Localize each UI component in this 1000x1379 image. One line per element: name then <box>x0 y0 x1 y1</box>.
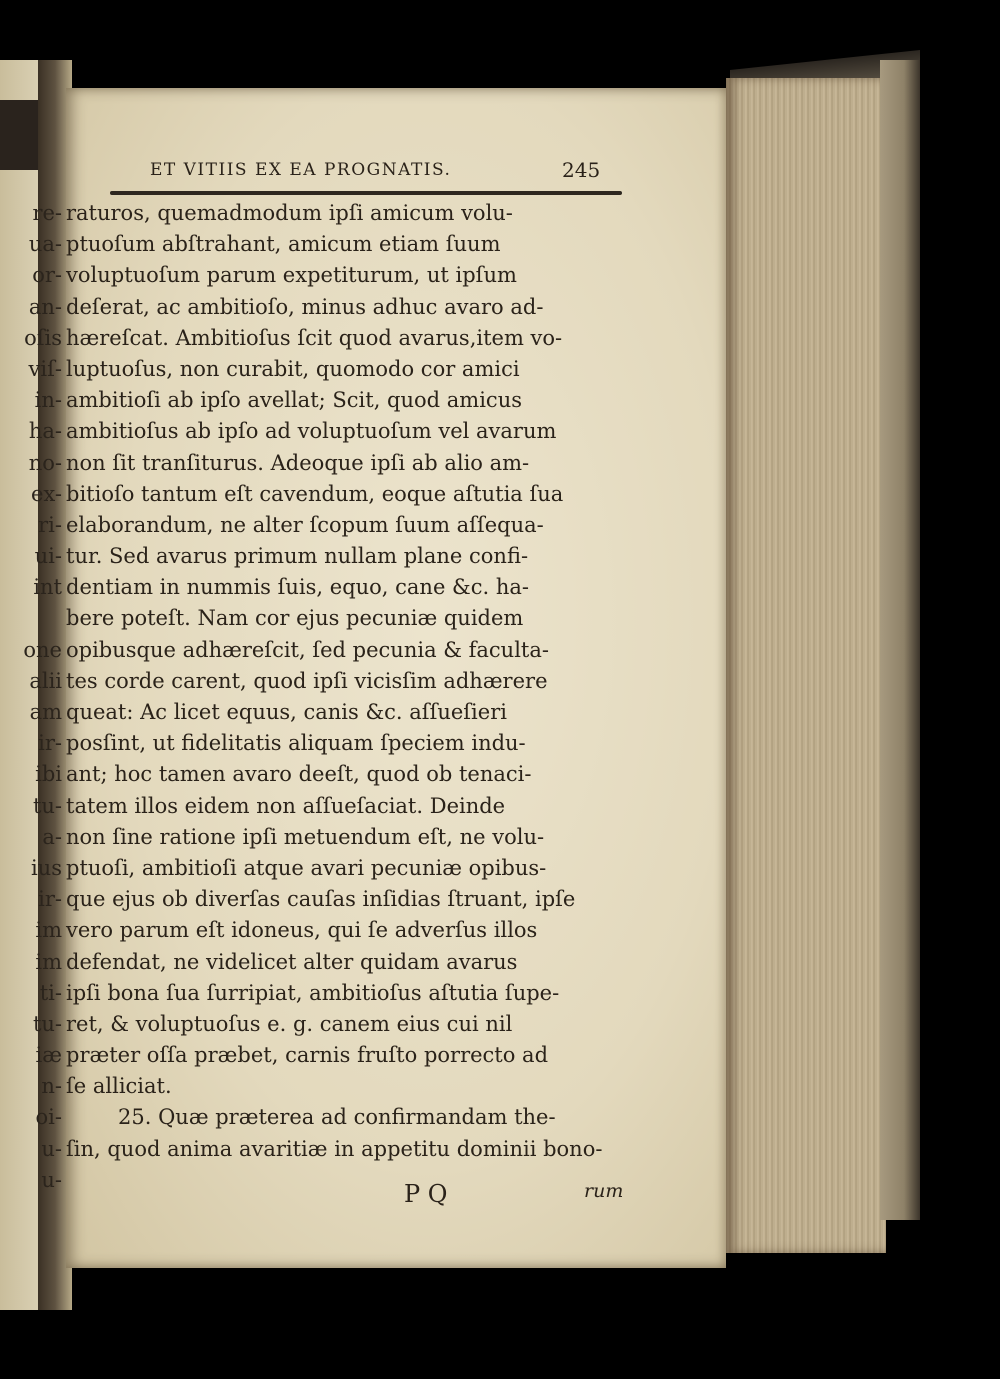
text-line: dentiam in nummis ſuis, equo, cane &c. ha- <box>66 575 530 600</box>
text-line: opibusque adhæreſcit, ſed pecunia & faculta- <box>66 637 549 662</box>
text-line: elaborandum, ne alter ſcopum ſuum aſſequa- <box>66 512 544 537</box>
running-head: ET VITIIS EX EA PROGNATIS. <box>150 160 452 180</box>
margin-fragment: viſ- <box>28 356 62 381</box>
margin-fragment: no- <box>28 450 62 475</box>
margin-fragment: tu- <box>32 793 62 818</box>
margin-fragment: iæ <box>35 1043 62 1068</box>
text-line: defendat, ne videlicet alter quidam avarus <box>66 949 518 974</box>
text-line: ſin, quod anima avaritiæ in appetitu dominii bono- <box>66 1136 603 1161</box>
page-edges <box>726 78 886 1253</box>
margin-fragment <box>2 603 62 634</box>
text-line: hæreſcat. Ambitioſus ſcit quod avarus,item vo- <box>66 325 563 350</box>
margin-fragment: ius <box>30 855 62 880</box>
text-line: que ejus ob diverſas cauſas inſidias ſtruant, ipſe <box>66 887 576 912</box>
text-line: ant; hoc tamen avaro deeſt, quod ob tenaci- <box>66 762 532 787</box>
text-line: raturos, quemadmodum ipſi amicum volu- <box>66 201 513 225</box>
margin-fragment: ua- <box>28 232 62 257</box>
margin-fragment: one <box>23 637 62 662</box>
margin-fragment: alii <box>29 668 62 693</box>
margin-fragment: ex- <box>31 481 62 506</box>
margin-fragment: ir- <box>38 887 62 912</box>
text-line: 25. Quæ præterea ad confirmandam the- <box>118 1105 556 1130</box>
margin-fragment: oſis <box>24 325 62 350</box>
margin-fragment: ui- <box>34 544 62 569</box>
text-line: ptuoſi, ambitioſi atque avari pecuniæ opibus- <box>66 855 547 880</box>
text-line: ambitioſi ab ipſo avellat; Scit, quod amicus <box>66 388 522 413</box>
text-line: voluptuoſum parum expetiturum, ut ipſum <box>66 263 517 288</box>
margin-fragment: or- <box>32 263 62 288</box>
margin-fragment: ir- <box>38 731 62 756</box>
margin-fragment: im <box>35 918 62 943</box>
margin-fragment: u- <box>41 1167 62 1192</box>
text-line: ret, & voluptuoſus e. g. canem eius cui nil <box>66 1011 513 1036</box>
margin-fragment: ri- <box>38 512 62 537</box>
catchword: rum <box>584 1180 624 1202</box>
margin-fragment: am <box>29 700 62 724</box>
text-line: præter oſſa præbet, carnis fruſto porrecto ad <box>66 1043 549 1068</box>
page-tab <box>0 100 40 170</box>
text-line: ambitioſus ab ipſo ad voluptuoſum vel avarum <box>66 419 557 444</box>
text-line: bitioſo tantum eſt cavendum, eoque aſtutia ſua <box>66 481 564 506</box>
margin-fragment: int <box>33 575 62 600</box>
header-rule <box>110 191 622 195</box>
margin-fragment: ibi <box>35 762 62 787</box>
text-line: non ſit tranſiturus. Adeoque ipſi ab alio am- <box>66 450 530 475</box>
margin-fragment: n- <box>41 1074 62 1099</box>
left-page-margin-text <box>2 198 62 1196</box>
margin-fragment: re- <box>32 201 62 225</box>
text-line: posſint, ut fidelitatis aliquam ſpeciem indu- <box>66 731 526 756</box>
text-line: ſe alliciat. <box>66 1074 172 1099</box>
margin-fragment: tu- <box>32 1011 62 1036</box>
text-line: luptuoſus, non curabit, quomodo cor amici <box>66 356 520 381</box>
margin-fragment: in- <box>34 388 62 413</box>
text-line: ptuoſum abſtrahant, amicum etiam ſuum <box>66 232 501 257</box>
margin-fragment: im <box>35 949 62 974</box>
text-line: queat: Ac licet equus, canis &c. aſſueſieri <box>66 700 507 724</box>
text-line: tatem illos eidem non aſſueſaciat. Deinde <box>66 793 506 818</box>
margin-fragment: ti- <box>39 980 62 1005</box>
text-line: tur. Sed avarus primum nullam plane confi- <box>66 544 529 569</box>
text-line: bere poteſt. Nam cor ejus pecuniæ quidem <box>66 606 524 631</box>
text-line: non ſine ratione ipſi metuendum eſt, ne volu- <box>66 824 545 849</box>
body-text <box>66 198 666 1165</box>
margin-fragment: an- <box>28 294 62 319</box>
text-line: vero parum eſt idoneus, qui ſe adverſus illos <box>66 918 538 943</box>
margin-fragment: ha- <box>28 419 62 444</box>
margin-fragment: oi- <box>35 1105 62 1130</box>
page-number: 245 <box>562 158 601 182</box>
margin-fragment: a- <box>42 824 62 849</box>
book-cover-edge <box>880 60 920 1220</box>
text-line: deſerat, ac ambitioſo, minus adhuc avaro ad- <box>66 294 544 319</box>
signature-mark: P Q <box>404 1180 448 1208</box>
text-line: ipſi bona ſua ſurripiat, ambitioſus aſtutia ſupe- <box>66 980 560 1005</box>
margin-fragment: u- <box>41 1136 62 1161</box>
text-line: tes corde carent, quod ipſi vicisſim adhærere <box>66 668 548 693</box>
